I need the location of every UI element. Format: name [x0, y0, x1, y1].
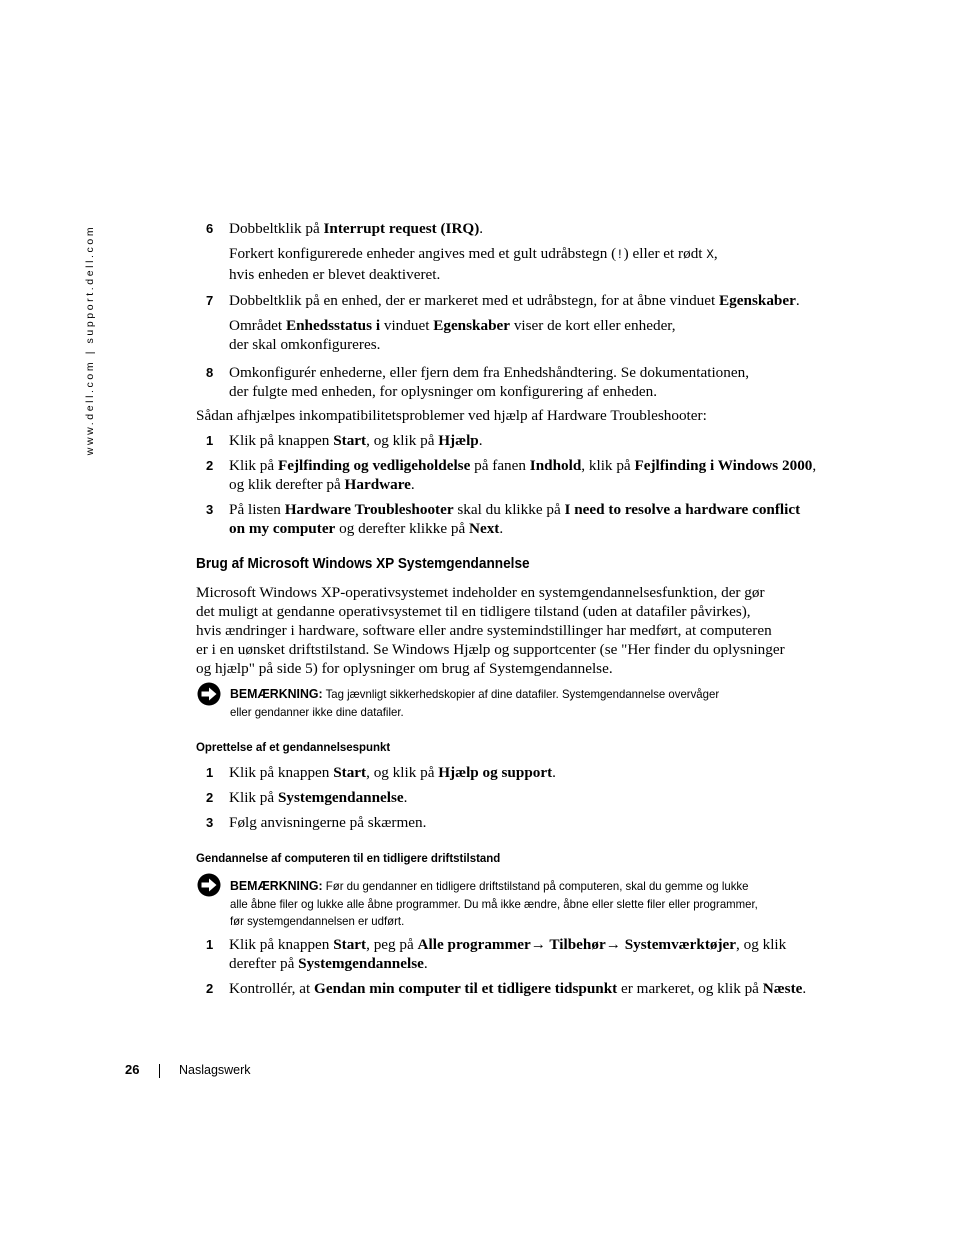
hw-step-3: På listen Hardware Troubleshooter skal du klikke på I need to resolve a hardware conflict on my computer og derefter klikke på Next.: [229, 501, 801, 537]
note-save-files: BEMÆRKNING: Før du gendanner en tidligere driftstilstand på computeren, skal du gemme og lukke alle åbne filer og lukke alle åbne programmer. Du må ikke ændre, åbne eller slette filer eller programmer, før systemgendannelsen er udført.: [230, 878, 758, 928]
section-title: Brug af Microsoft Windows XP Systemgendannelse: [196, 556, 530, 572]
step-8-text: Omkonfigurér enhederne, eller fjern dem fra Enhedshåndtering. Se dokumentationen, der fulgte med enheden, for oplysninger om konfigurering af enheden.: [229, 364, 749, 400]
arrow-right-icon: →: [605, 936, 621, 953]
revert-step-2: Kontrollér, at Gendan min computer til et tidligere tidspunkt er markeret, og klik på Næste.: [229, 980, 807, 997]
subheading-create-restore-point: Oprettelse af et gendannelsespunkt: [196, 740, 391, 754]
step-number: 3: [206, 502, 214, 517]
restore-step-3: Følg anvisningerne på skærmen.: [229, 814, 427, 831]
step-6-text: Dobbeltklik på Interrupt request (IRQ).: [229, 220, 484, 237]
arrow-right-icon: →: [530, 936, 546, 953]
step-number: 2: [206, 790, 214, 805]
note-backup: BEMÆRKNING: Tag jævnligt sikkerhedskopier af dine datafiler. Systemgendannelse overvåger eller gendanner ikke dine datafiler.: [230, 686, 720, 719]
interrupt-request-label: Interrupt request (IRQ): [323, 220, 480, 237]
step-7-text: Dobbeltklik på en enhed, der er markeret med et udråbstegn, for at åbne vinduet Egenskaber.: [229, 292, 800, 309]
exclamation-mark: !: [616, 248, 624, 262]
step-number: 7: [206, 293, 214, 308]
restore-step-2: Klik på Systemgendannelse.: [229, 789, 408, 806]
step-number: 2: [206, 458, 214, 473]
step-number: 1: [206, 433, 214, 448]
footer-title: Naslagswerk: [179, 1063, 251, 1077]
step-7-detail: Området Enhedsstatus i vinduet Egenskaber viser de kort eller enheder, der skal omkonfigureres.: [229, 317, 676, 353]
hw-step-2: Klik på Fejlfinding og vedligeholdelse på fanen Indhold, klik på Fejlfinding i Windows 2000, og klik derefter på Hardware.: [229, 457, 817, 493]
step-number: 2: [206, 981, 214, 996]
notice-arrow-icon: [197, 873, 221, 897]
footer-divider: [159, 1064, 160, 1078]
section-paragraph: Microsoft Windows XP-operativsystemet indeholder en systemgendannelsesfunktion, der gør det muligt at gendanne operativsystemet til en tidligere tilstand (uden at datafiler påvirkes), hvis ændringer i hardware, software eller andre systemindstillinger har medført, at computeren er i en uønsket driftstilstand. Se Windows Hjælp og supportcenter (se "Her finder du oplysninger og hjælp" på side 5) for oplysninger om brug af Systemgendannelse.: [196, 584, 785, 677]
restore-step-1: Klik på knappen Start, og klik på Hjælp og support.: [229, 764, 556, 781]
sidebar-url: [82, 222, 98, 458]
step-number: 6: [206, 221, 214, 236]
hw-intro: Sådan afhjælpes inkompatibilitetsproblemer ved hjælp af Hardware Troubleshooter:: [196, 407, 707, 424]
page-number: 26: [125, 1062, 140, 1077]
step-6-detail: Forkert konfigurerede enheder angives med et gult udråbstegn (!) eller et rødt X, hvis enheden er blevet deaktiveret.: [229, 245, 718, 283]
red-x-mark: X: [706, 248, 714, 262]
revert-step-1: Klik på knappen Start, peg på Alle programmer→ Tilbehør→ Systemværktøjer, og klik derefter på Systemgendannelse.: [229, 936, 787, 972]
hw-step-1: Klik på knappen Start, og klik på Hjælp.: [229, 432, 483, 449]
step-number: 1: [206, 765, 214, 780]
step-number: 1: [206, 937, 214, 952]
step-number: 3: [206, 815, 214, 830]
subheading-revert-computer: Gendannelse af computeren til en tidligere driftstilstand: [196, 851, 501, 865]
sidebar-url-text: www.dell.com | support.dell.com: [84, 224, 96, 456]
step-number: 8: [206, 365, 214, 380]
notice-arrow-icon: [197, 682, 221, 706]
